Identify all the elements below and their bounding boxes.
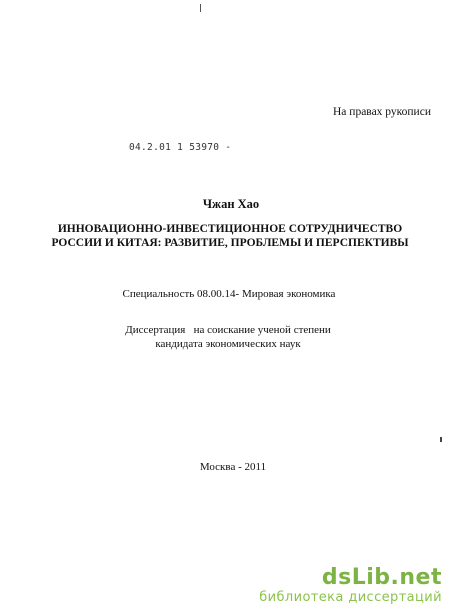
city-year: Москва - 2011 bbox=[199, 461, 267, 473]
specialty-line: Специальность 08.00.14- Мировая экономика bbox=[122, 288, 336, 300]
title-line: РОССИИ И КИТАЯ: РАЗВИТИЕ, ПРОБЛЕМЫ И ПЕРСПЕКТИВЫ bbox=[51, 237, 409, 249]
degree-line: кандидата экономических наук bbox=[155, 338, 301, 350]
watermark-subtitle: библиотека диссертаций bbox=[259, 590, 442, 605]
watermark[interactable] bbox=[259, 566, 442, 605]
watermark-logo[interactable]: dsLib.net bbox=[321, 565, 442, 590]
dissertation-title bbox=[0, 222, 450, 250]
author-name: Чжан Хао bbox=[202, 197, 260, 211]
degree-line: Диссертация на соискание ученой степени bbox=[125, 324, 331, 336]
degree-statement bbox=[0, 323, 450, 351]
title-line: ИННОВАЦИОННО-ИНВЕСТИЦИОННОЕ СОТРУДНИЧЕСТВО bbox=[57, 223, 403, 235]
manuscript-rights-note: На правах рукописи bbox=[333, 106, 431, 118]
scan-mark-right bbox=[440, 437, 442, 442]
archive-stamp-number: 04.2.01 1 53970 - bbox=[129, 142, 232, 153]
scan-mark-top bbox=[200, 4, 201, 12]
